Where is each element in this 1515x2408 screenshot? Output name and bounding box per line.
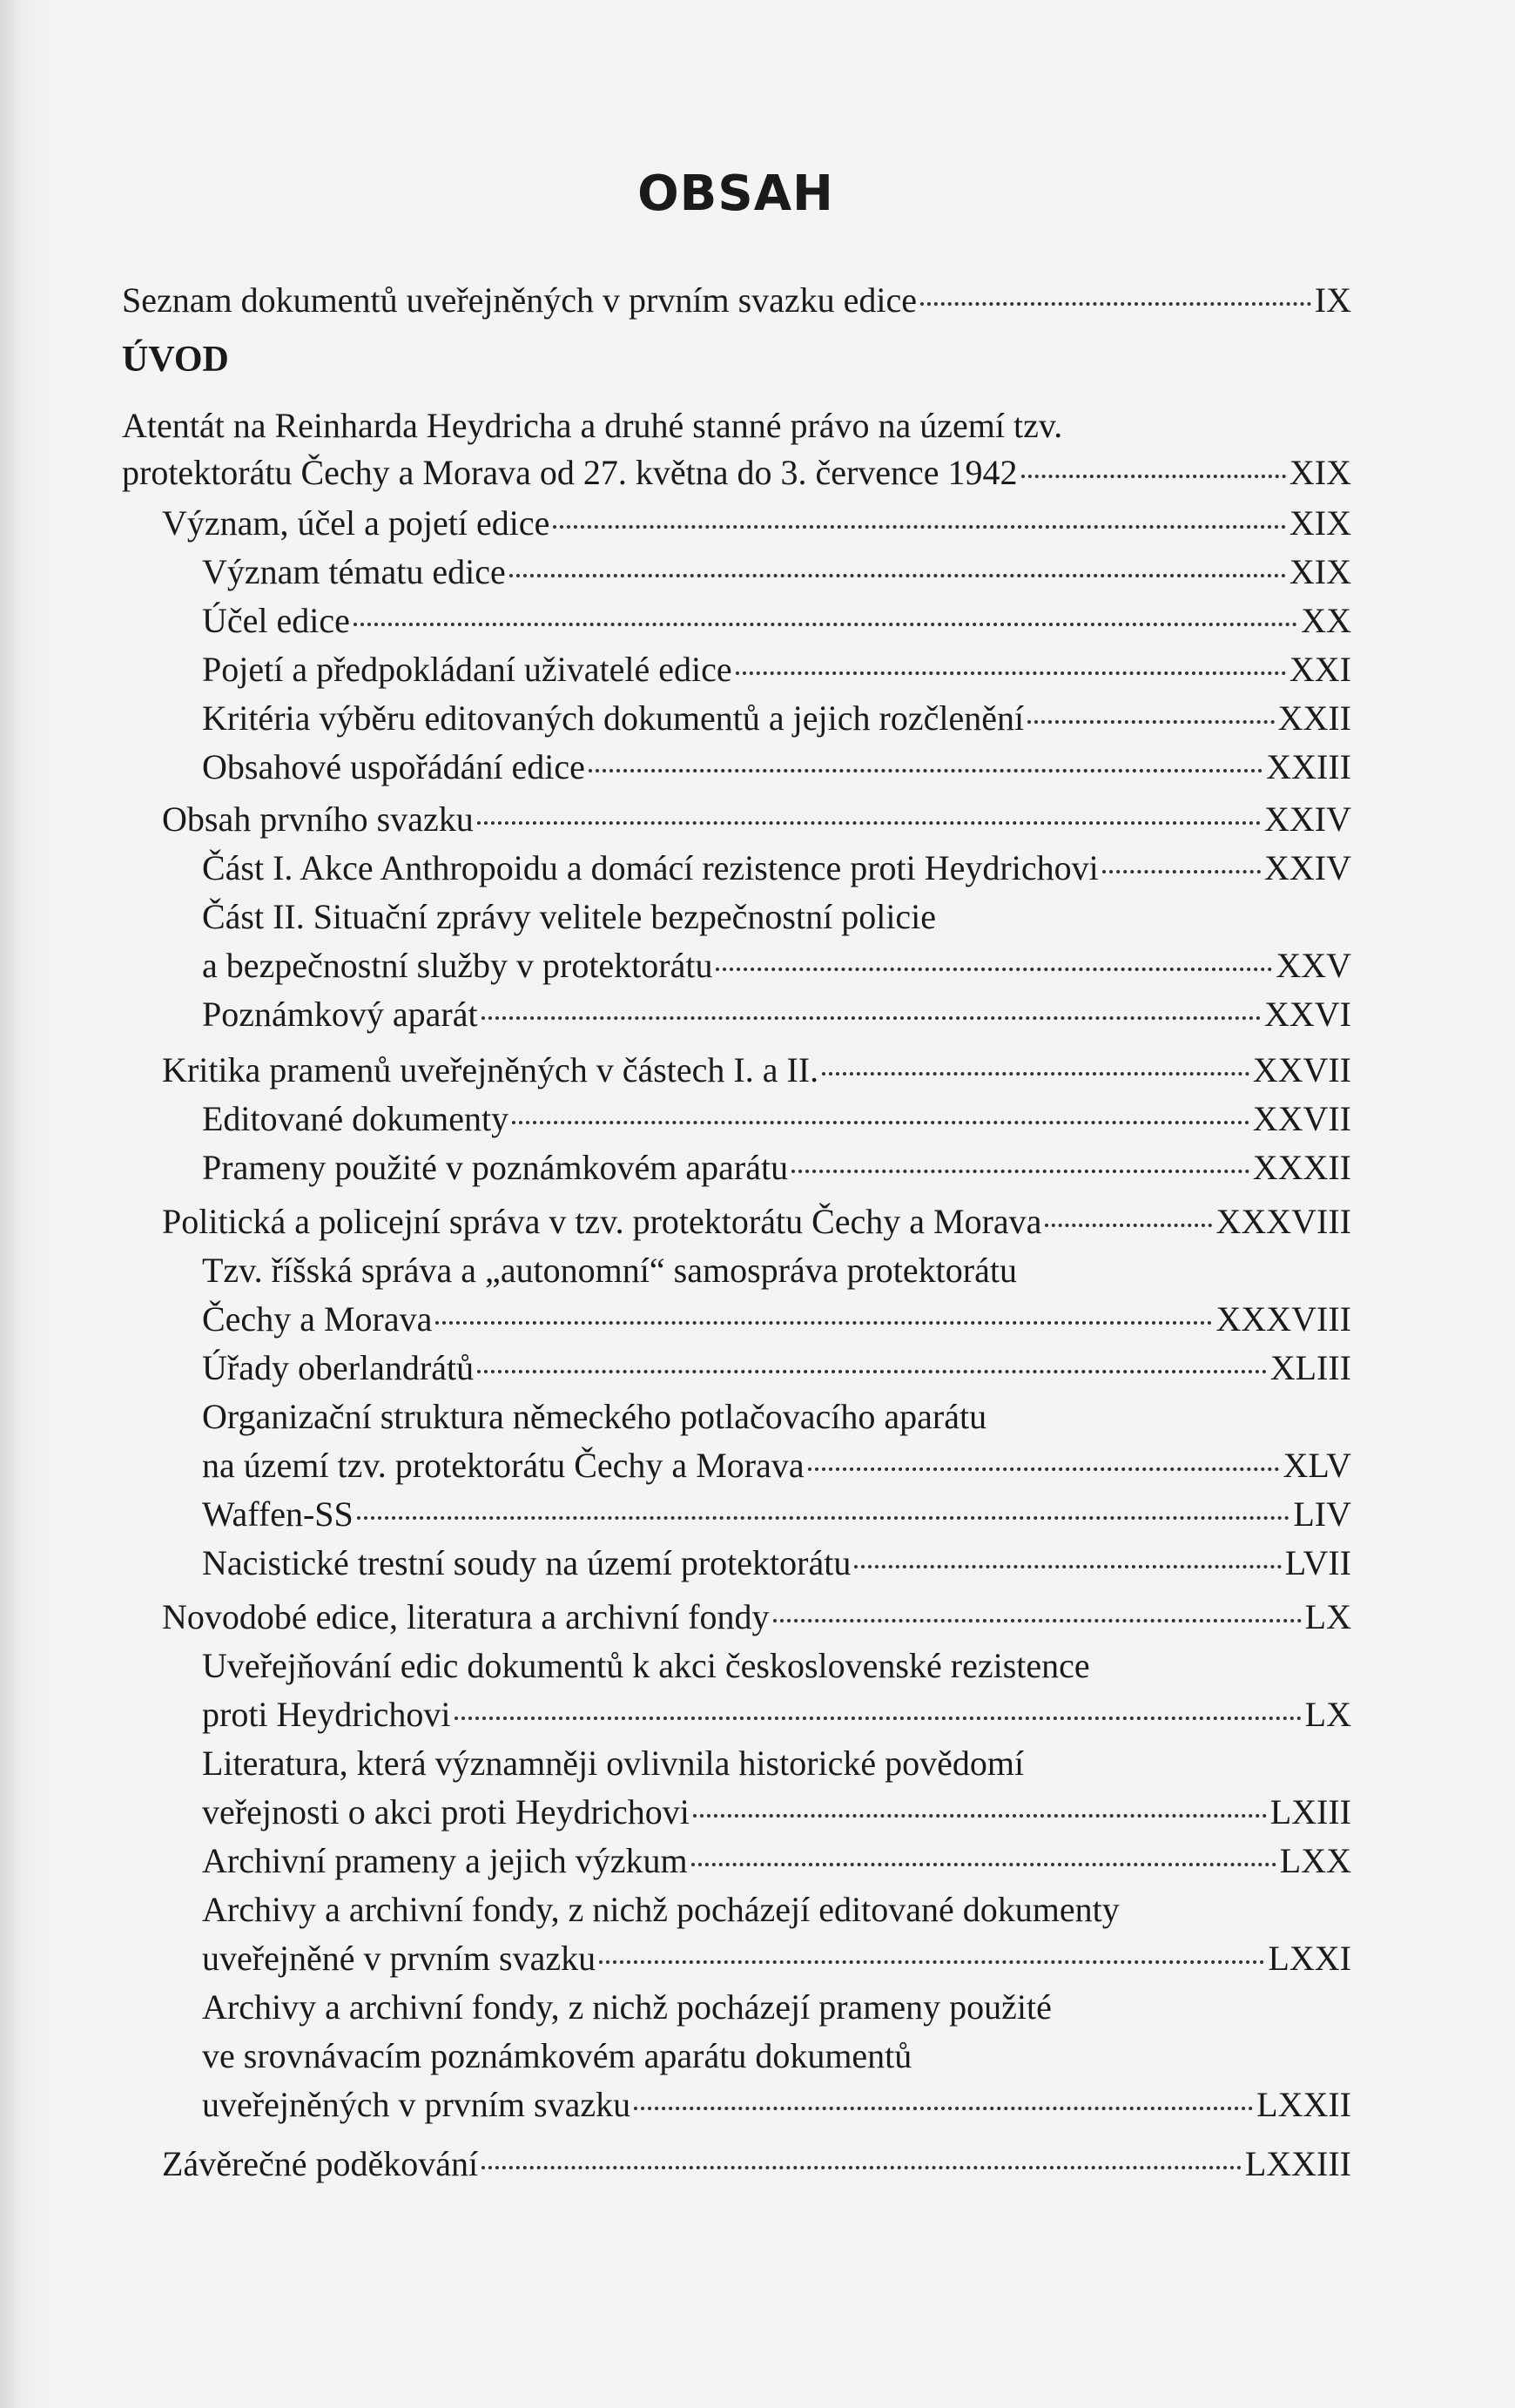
toc-entry-zaverecne[interactable] (162, 2141, 1351, 2188)
toc-entry-label: Kritika pramenů uveřejněných v částech I. a II. (162, 1050, 819, 1089)
leader-dots (454, 1717, 1302, 1720)
toc-page-number: LX (1304, 1695, 1351, 1734)
toc-page-number: LXXIII (1244, 2144, 1351, 2183)
toc-page-number: XXI (1289, 650, 1351, 689)
toc-page-number: XIX (1289, 503, 1351, 543)
toc-page-number: LXIII (1269, 1792, 1351, 1831)
leader-dots (920, 302, 1311, 306)
toc-page-number: XIX (1289, 453, 1351, 492)
toc-entry-label: Význam, účel a pojetí edice (162, 503, 550, 543)
toc-page-number: XXIV (1264, 848, 1351, 887)
toc-entry-label: veřejnosti o akci proti Heydrichovi (202, 1792, 690, 1831)
toc-entry-prameny[interactable] (202, 1144, 1351, 1191)
leader-dots (589, 769, 1262, 772)
leader-dots (357, 1516, 1290, 1520)
toc-entry-label: na území tzv. protektorátu Čechy a Morava (202, 1446, 805, 1485)
toc-entry-atentat-line1[interactable]: Atentát na Reinharda Heydricha a druhé stanné právo na území tzv. (122, 406, 1063, 445)
toc-entry-cast2[interactable] (202, 942, 1351, 989)
leader-dots (822, 1072, 1249, 1076)
leader-dots (808, 1467, 1280, 1471)
leader-dots (854, 1565, 1281, 1568)
toc-entry-label: Poznámkový aparát (202, 995, 478, 1034)
toc-entry-archivy2-line1[interactable]: Archivy a archivní fondy, z nichž pocházejí prameny použité (202, 1987, 1052, 2027)
toc-entry-archivy2[interactable] (202, 2081, 1351, 2128)
toc-page-number: XXVII (1252, 1050, 1351, 1089)
toc-entry-kriteria[interactable] (202, 695, 1351, 742)
toc-entry-editovane[interactable] (202, 1096, 1351, 1143)
toc-entry-label: protektorátu Čechy a Morava od 27. května do 3. července 1942 (122, 453, 1018, 492)
toc-entry-risska[interactable] (202, 1296, 1351, 1343)
section-heading-uvod: ÚVOD (122, 340, 229, 380)
toc-entry-label: Kritéria výběru editovaných dokumentů a jejich rozčlenění (202, 698, 1025, 738)
leader-dots (512, 1121, 1249, 1124)
toc-page-number: IX (1314, 280, 1351, 320)
toc-page-number: XXIII (1266, 747, 1351, 786)
toc-entry-vyznam[interactable] (162, 500, 1351, 547)
toc-entry-urady[interactable] (202, 1345, 1351, 1392)
toc-entry-literatura[interactable] (202, 1789, 1351, 1836)
leader-dots (435, 1321, 1212, 1325)
leader-dots (599, 1960, 1264, 1964)
toc-entry-label: Novodobé edice, literatura a archivní fondy (162, 1597, 770, 1636)
toc-page-number: XXXVIII (1215, 1202, 1351, 1241)
toc-page-number: XLIII (1269, 1348, 1351, 1387)
toc-entry-nacisticke[interactable] (202, 1540, 1351, 1587)
toc-entry-label: Nacistické trestní soudy na území protektorátu (202, 1543, 852, 1582)
leader-dots (553, 525, 1286, 529)
toc-entry-label: Účel edice (202, 601, 350, 640)
leader-dots (1021, 475, 1286, 478)
toc-page-number: XXIV (1264, 799, 1351, 839)
toc-entry-novodobe[interactable] (162, 1594, 1351, 1641)
toc-page-number: XXXII (1252, 1148, 1351, 1187)
page-title: OBSAH (637, 165, 834, 222)
toc-entry-archivy2-line2[interactable]: ve srovnávacím poznámkovém aparátu dokumentů (202, 2036, 912, 2075)
toc-entry-cast1[interactable] (202, 845, 1351, 892)
toc-entry-label: Seznam dokumentů uveřejněných v prvním svazku edice (122, 280, 918, 320)
toc-entry-label: Čechy a Morava (202, 1299, 433, 1339)
leader-dots (736, 671, 1286, 675)
toc-page-number: XXVI (1264, 995, 1351, 1034)
toc-page-number: XXV (1276, 946, 1351, 985)
toc-page-number: LVII (1284, 1543, 1351, 1582)
leader-dots (1102, 870, 1261, 873)
toc-entry-label: Editované dokumenty (202, 1099, 509, 1138)
toc-entry-uverejnovani-line1[interactable]: Uveřejňování edic dokumentů k akci československé rezistence (202, 1646, 1090, 1685)
leader-dots (477, 1370, 1267, 1373)
toc-entry-organizacni-line1[interactable]: Organizační struktura německého potlačovacího aparátu (202, 1397, 987, 1436)
toc-entry-poznamkovy[interactable] (202, 991, 1351, 1038)
toc-page-number: XIX (1289, 552, 1351, 591)
toc-entry-politicka[interactable] (162, 1198, 1351, 1245)
leader-dots (1027, 720, 1274, 724)
toc-entry-label: Archivní prameny a jejich výzkum (202, 1841, 688, 1880)
toc-entry-label: Obsah prvního svazku (162, 799, 474, 839)
toc-entry-label: Waffen-SS (202, 1494, 354, 1534)
toc-entry-archivy1-line1[interactable]: Archivy a archivní fondy, z nichž pocházejí editované dokumenty (202, 1890, 1120, 1929)
toc-entry-archivni-prameny[interactable] (202, 1838, 1351, 1885)
toc-entry-label: Politická a policejní správa v tzv. protektorátu Čechy a Morava (162, 1202, 1042, 1241)
leader-dots (509, 574, 1286, 577)
toc-entry-uverejnovani[interactable] (202, 1691, 1351, 1738)
toc-entry-label: Část I. Akce Anthropoidu a domácí rezistence proti Heydrichovi (202, 848, 1099, 887)
toc-entry-kritika[interactable] (162, 1047, 1351, 1094)
leader-dots (693, 1814, 1267, 1818)
toc-page-number: XXXVIII (1215, 1299, 1351, 1339)
toc-entry-organizacni[interactable] (202, 1442, 1351, 1489)
toc-entry-label: uveřejněných v prvním svazku (202, 2085, 631, 2124)
leader-dots (716, 968, 1272, 971)
toc-entry-label: Prameny použité v poznámkovém aparátu (202, 1148, 789, 1187)
leader-dots (477, 821, 1261, 825)
toc-entry-label: Pojetí a předpokládaní uživatelé edice (202, 650, 732, 689)
toc-entry-ucel[interactable] (202, 597, 1351, 644)
toc-entry-seznam[interactable] (122, 277, 1351, 324)
leader-dots (481, 2166, 1242, 2169)
toc-page-number: XX (1301, 601, 1351, 640)
toc-entry-label: proti Heydrichovi (202, 1695, 451, 1734)
toc-entry-atentat[interactable] (122, 449, 1351, 496)
toc-entry-label: Úřady oberlandrátů (202, 1348, 475, 1387)
toc-entry-archivy1[interactable] (202, 1935, 1351, 1982)
toc-entry-obsah-prvniho[interactable] (162, 796, 1351, 843)
toc-entry-label: Obsahové uspořádání edice (202, 747, 585, 786)
toc-entry-waffen[interactable] (202, 1491, 1351, 1538)
toc-entry-label: a bezpečnostní služby v protektorátu (202, 946, 713, 985)
toc-page-number: LIV (1293, 1494, 1351, 1534)
toc-page-number: XXVII (1252, 1099, 1351, 1138)
toc-entry-risska-line1[interactable]: Tzv. říšská správa a „autonomní“ samospráva protektorátu (202, 1251, 1017, 1290)
toc-entry-label: uveřejněné v prvním svazku (202, 1939, 596, 1978)
toc-entry-obsahove[interactable] (202, 744, 1351, 791)
leader-dots (773, 1619, 1302, 1622)
leader-dots (481, 1016, 1261, 1020)
toc-page-number: LXXII (1256, 2085, 1351, 2124)
toc-page-number: XLV (1283, 1446, 1351, 1485)
toc-page-number: XXII (1277, 698, 1351, 738)
toc-entry-label: Význam tématu edice (202, 552, 506, 591)
toc-page-number: LXXI (1268, 1939, 1351, 1978)
leader-dots (691, 1863, 1276, 1866)
toc-entry-literatura-line1[interactable]: Literatura, která významněji ovlivnila historické povědomí (202, 1744, 1025, 1783)
toc-entry-pojeti[interactable] (202, 646, 1351, 693)
toc-page-number: LX (1304, 1597, 1351, 1636)
toc-page-number: LXX (1279, 1841, 1351, 1880)
leader-dots (634, 2107, 1253, 2110)
toc-entry-cast2-line1[interactable]: Část II. Situační zprávy velitele bezpečnostní policie (202, 897, 937, 936)
toc-entry-label: Závěrečné poděkování (162, 2144, 479, 2183)
leader-dots (791, 1170, 1249, 1173)
leader-dots (354, 623, 1297, 626)
leader-dots (1045, 1224, 1212, 1227)
toc-entry-vyznam-tematu[interactable] (202, 549, 1351, 596)
